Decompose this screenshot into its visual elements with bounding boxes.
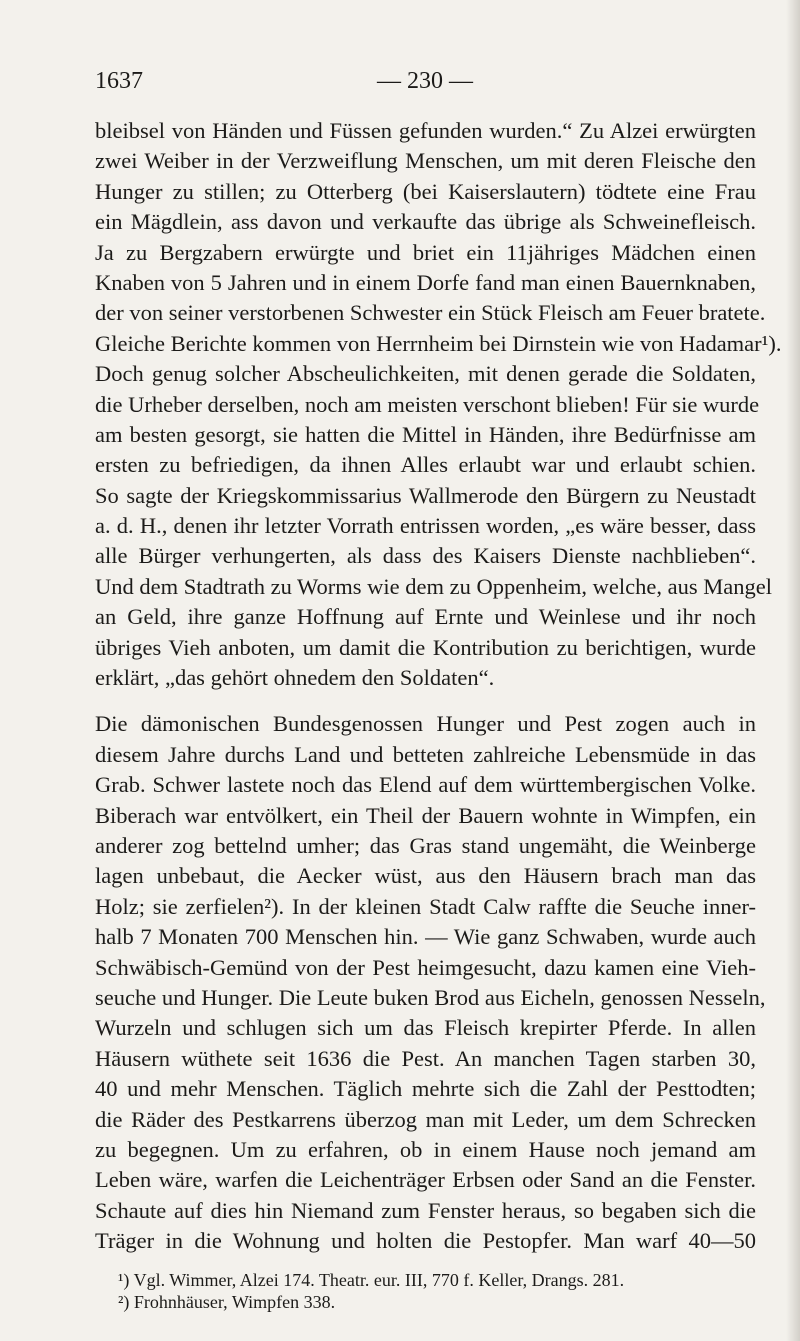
text-line: die Urheber derselben, noch am meisten verschont blieben! Für sie wurde (95, 391, 760, 417)
text-line: Grab. Schwer lastete noch das Elend auf dem württembergischen Volke. (95, 772, 756, 798)
text-line: halb 7 Monaten 700 Menschen hin. — Wie ganz Schwaben, wurde auch (95, 924, 756, 950)
text-line: Die dämonischen Bundesgenossen Hunger und Pest zogen auch in (95, 711, 756, 737)
text-line: an Geld, ihre ganze Hoffnung auf Ernte und Weinlese und ihr noch (95, 604, 756, 630)
text-line: Ja zu Bergzabern erwürgte und briet ein 11jähriges Mädchen einen (95, 239, 756, 265)
footnote-2: ²) Frohnhäuser, Wimpfen 338. (118, 1292, 336, 1312)
text-line: ein Mägdlein, ass davon und verkaufte das übrige als Schweinefleisch. (95, 209, 756, 235)
paragraph-gap (95, 693, 756, 709)
text-line: Leben wäre, warfen die Leichenträger Erbsen oder Sand an die Fenster. (95, 1167, 756, 1193)
text-line: lagen unbebaut, die Aecker wüst, aus den Häusern brach man das (95, 863, 756, 889)
text-line: Schaute auf dies hin Niemand zum Fenster heraus, so begaben sich die (95, 1197, 756, 1223)
text-line: Gleiche Berichte kommen von Herrnheim bei Dirnstein wie von Hadamar¹). (95, 330, 782, 356)
text-line: Häusern wüthete seit 1636 die Pest. An manchen Tagen starben 30, (95, 1045, 756, 1071)
page-number: — 230 — (377, 68, 473, 94)
footnotes (118, 1269, 758, 1313)
text-line: Holz; sie zerfielen²). In der kleinen Stadt Calw raffte die Seuche inner- (95, 893, 756, 919)
body-text (95, 116, 782, 1256)
text-line: die Räder des Pestkarrens überzog man mit Leder, um dem Schrecken (95, 1106, 756, 1132)
text-line: am besten gesorgt, sie hatten die Mittel in Händen, ihre Bedürfnisse am (95, 421, 756, 447)
text-line: Träger in die Wohnung und holten die Pestopfer. Man warf 40—50 (95, 1228, 756, 1254)
text-line: Doch genug solcher Abscheulichkeiten, mit denen gerade die Soldaten, (95, 361, 756, 387)
text-line: So sagte der Kriegskommissarius Wallmerode den Bürgern zu Neustadt (95, 482, 756, 508)
text-line: der von seiner verstorbenen Schwester ein Stück Fleisch am Feuer bratete. (95, 300, 766, 326)
text-line: seuche und Hunger. Die Leute buken Brod aus Eicheln, genossen Nesseln, (95, 984, 766, 1010)
text-line: Knaben von 5 Jahren und in einem Dorfe fand man einen Bauernknaben, (95, 269, 756, 295)
text-line: zwei Weiber in der Verzweiflung Menschen, um mit deren Fleische den (95, 148, 756, 174)
footnote-1: ¹) Vgl. Wimmer, Alzei 174. Theatr. eur. III, 770 f. Keller, Drangs. 281. (118, 1270, 625, 1290)
text-line: übriges Vieh anboten, um damit die Kontribution zu berichtigen, wurde (95, 634, 756, 660)
text-line: Biberach war entvölkert, ein Theil der Bauern wohnte in Wimpfen, ein (95, 802, 756, 828)
text-line: Wurzeln und schlugen sich um das Fleisch krepirter Pferde. In allen (95, 1015, 756, 1041)
text-line: zu begegnen. Um zu erfahren, ob in einem Hause noch jemand am (95, 1136, 756, 1162)
text-line: erklärt, „das gehört ohnedem den Soldaten“. (95, 665, 495, 691)
text-line: bleibsel von Händen und Füssen gefunden wurden.“ Zu Alzei erwürgten (95, 118, 756, 143)
page-header (95, 66, 755, 96)
text-line: Schwäbisch-Gemünd von der Pest heimgesucht, dazu kamen eine Vieh- (95, 954, 756, 980)
text-line: Und dem Stadtrath zu Worms wie dem zu Oppenheim, welche, aus Mangel (95, 573, 772, 599)
text-line: diesem Jahre durchs Land und betteten zahlreiche Lebensmüde in das (95, 741, 756, 767)
text-line: a. d. H., denen ihr letzter Vorrath entrissen worden, „es wäre besser, dass (95, 513, 756, 539)
text-line: Hunger zu stillen; zu Otterberg (bei Kaiserslautern) tödtete eine Frau (95, 178, 756, 204)
text-line: ersten zu befriedigen, da ihnen Alles erlaubt war und erlaubt schien. (95, 452, 756, 478)
text-line: 40 und mehr Menschen. Täglich mehrte sich die Zahl der Pesttodten; (95, 1076, 756, 1102)
paragraph-2 (95, 709, 766, 1256)
text-line: anderer zog bettelnd umher; das Gras stand ungemäht, die Weinberge (95, 832, 756, 858)
header-year: 1637 (95, 68, 143, 94)
text-line: alle Bürger verhungerten, als dass des Kaisers Dienste nachblieben“. (95, 543, 756, 569)
page-edge-shadow (786, 0, 800, 1341)
paragraph-1 (95, 116, 782, 693)
